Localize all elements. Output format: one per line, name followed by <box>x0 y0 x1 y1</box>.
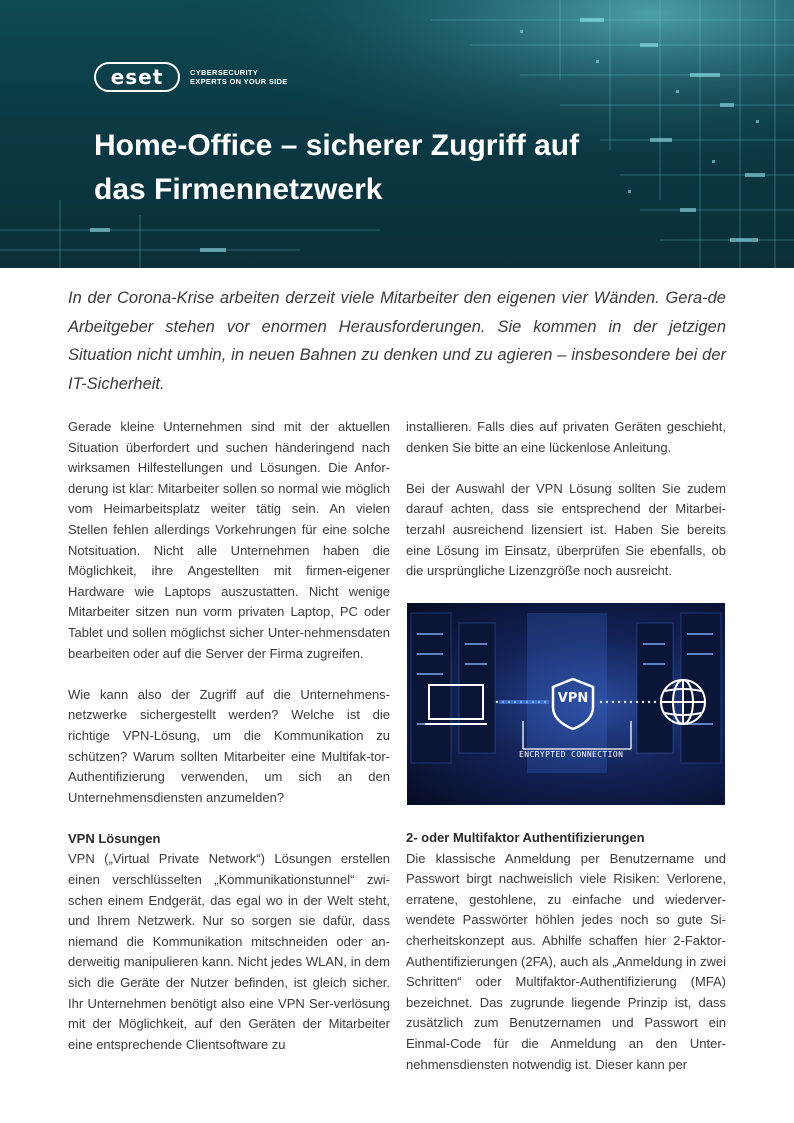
page-title <box>94 124 694 212</box>
encrypted-connection-label: ENCRYPTED CONNECTION <box>519 750 624 759</box>
right-paragraph-2: Bei der Auswahl der VPN Lösung sollten Sie zudem darauf achten, dass sie entsprechend der Mitarbei-terzahl ausreichend lizensiert ist. Haben Sie bereits eine Lösung im Einsatz, überprüfen Sie ebenfalls, ob die ursprüngliche Lizenzgröße noch ausreicht. <box>406 480 726 579</box>
logo-tagline <box>190 68 288 86</box>
vpn-illustration <box>407 603 725 805</box>
vpn-label: VPN <box>557 691 589 706</box>
header-banner <box>0 0 794 268</box>
title-line-2: das Firmennetzwerk <box>94 173 383 206</box>
left-paragraph-3: VPN („Virtual Private Network“) Lösungen erstellen einen verschlüsselten „Kommunikationstunnel“ zwi-schen einem Endgerät, das egal wo in der Welt steht, und Ihrem Netzwerk. Nur so sorgen sie dafür, dass niemand die Kommunikation mitschneiden oder an-derweitig manipulieren kann. Nicht jedes WLAN, in dem sich die Geräte der Nutzer befinden, ist gleich sicher. Ihr Unternehmen benötigt also eine VPN Ser-verlösung mit der Möglichkeit, auf den Geräten der Mitarbeiter eine entsprechende Clientsoftware zu <box>68 851 390 1052</box>
right-column <box>406 417 726 582</box>
lead-paragraph: In der Corona-Krise arbeiten derzeit viele Mitarbeiter den eigenen vier Wänden. Gera-de Arbeitgeber stehen vor enormen Herausforderungen. Sie kommen in der jetzigen Situation nicht umhin, in neuen Bahnen zu denken und zu agieren – insbesondere bei der IT-Sicherheit. <box>68 289 726 393</box>
left-column <box>68 417 390 1055</box>
left-paragraph-2: Wie kann also der Zugriff auf die Unternehmens-netzwerke sichergestellt werden? Welche ist die richtige VPN-Lösung, um die Kommunikation zu schützen? Warum sollten Mitarbeiter eine Multifak-tor-Authentifizierung verwenden, um sich an den Unternehmensdiensten anzumelden? <box>68 686 390 805</box>
title-line-1: Home-Office – sicherer Zugriff auf <box>94 129 580 162</box>
eset-logo-badge: eset <box>94 62 180 92</box>
globe-icon <box>661 680 705 724</box>
section-heading-vpn: VPN Lösungen <box>68 830 161 846</box>
section-heading-mfa: 2- oder Multifaktor Authentifizierungen <box>406 830 645 845</box>
eset-logo[interactable] <box>94 62 288 92</box>
left-paragraph-1: Gerade kleine Unternehmen sind mit der aktuellen Situation überfordert und suchen händeringend nach wirksamen Hilfestellungen und Lösungen. Die Anfor-derung ist klar: Mitarbeiter sollen so normal wie möglich vom Heimarbeitsplatz weiter tätig sein. An vielen Stellen fehlen allerdings Vorkehrungen für eine solche Notsituation. Nicht alle Unternehmen haben die Möglichkeit, ihre Angestellten mit firmen-eigener Hardware wie Laptops auszustatten. Nicht wenige Mitarbeiter sitzen nun vorm privaten Laptop, PC oder Tablet und sollen möglichst sicher Unter-nehmensdaten bearbeiten oder auf die Server der Firma zugreifen. <box>68 419 390 661</box>
tagline-line-1: CYBERSECURITY <box>190 68 259 77</box>
right-paragraph-1: installieren. Falls dies auf privaten Geräten geschieht, denken Sie bitte an eine lückenlose Anleitung. <box>406 419 726 455</box>
tagline-line-2: EXPERTS ON YOUR SIDE <box>190 77 288 86</box>
right-paragraph-3: Die klassische Anmeldung per Benutzername und Passwort birgt nachweislich viele Risiken: Verlorene, erratene, gestohlene, zu einfache und wiederver-wendete Passwörter höhlen jedes noch so gute Si-cherheitskonzept aus. Abhilfe schaffen hier 2-Faktor-Authentifizierungen (2FA), auch als „Anmeldung in zwei Schritten“ oder Multifaktor-Authentifizierung (MFA) bezeichnet. Das zugrunde liegende Prinzip ist, dass zusätzlich zum Benutzernamen und Passwort ein Einmal-Code für die Anmeldung an den Unter-nehmensdiensten notwendig ist. Dieser kann per <box>406 850 726 1072</box>
right-column-lower <box>406 828 726 1075</box>
